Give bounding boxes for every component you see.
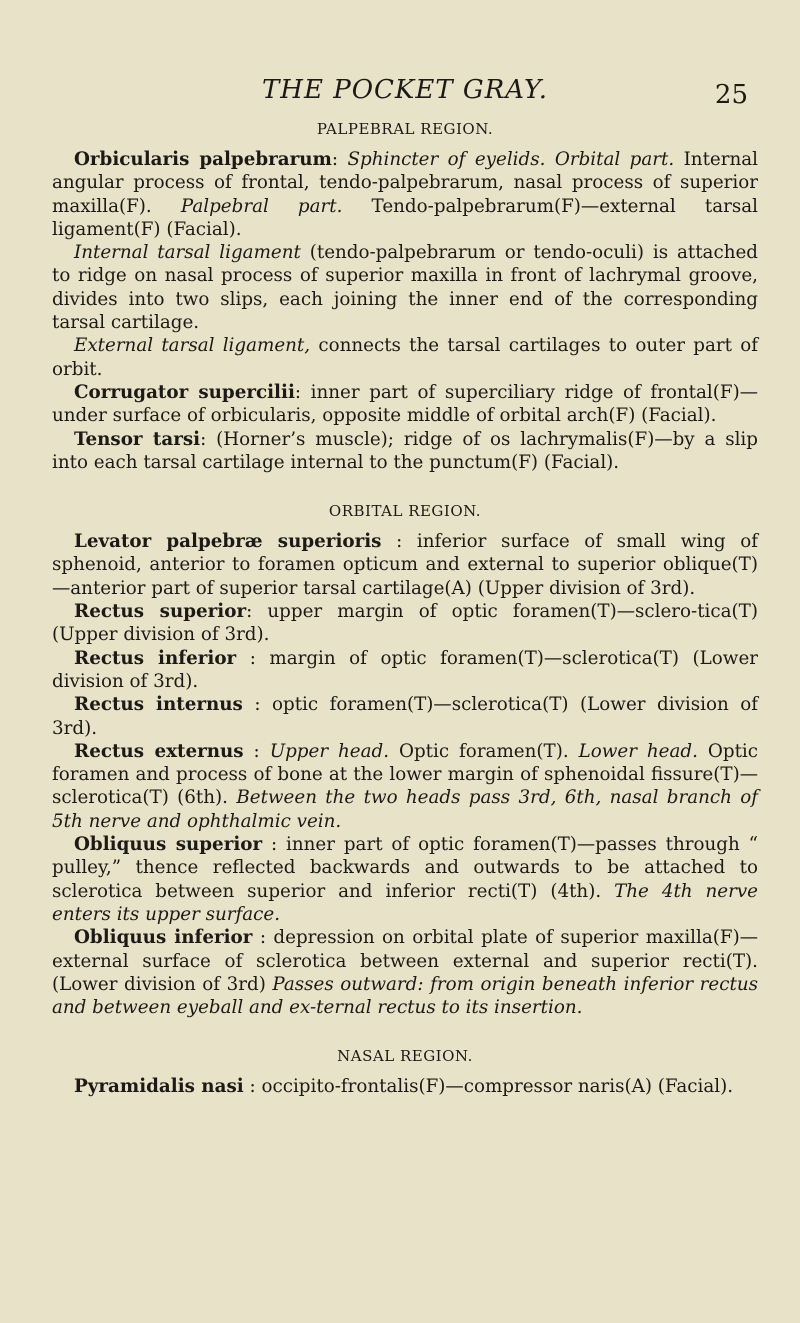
entry-text: Tendo-palpebrarum(F)—external tarsal ligament(F) (Facial). bbox=[52, 195, 758, 240]
entry-levator-palpebrae bbox=[52, 530, 758, 600]
entry-text: : bbox=[331, 149, 348, 170]
entry-text: Optic foramen and process of bone at the lower margin of sphenoidal fissure(T)—sclerotica(T) (6th). bbox=[52, 740, 758, 809]
entry-text: : bbox=[243, 740, 270, 762]
section-heading-orbital: ORBITAL REGION. bbox=[328, 502, 482, 521]
entry-pyramidalis-nasi bbox=[52, 1075, 758, 1098]
section-heading-palpebral: PALPEBRAL REGION. bbox=[316, 120, 494, 138]
entry-text: : occipito-frontalis(F)—compressor naris(A) (Facial). bbox=[243, 1076, 734, 1098]
entry-rectus-superior bbox=[52, 600, 758, 647]
entry-italic: Sphincter of eyelids. Orbital part. bbox=[347, 149, 675, 170]
entry-text: : inner part of superciliary ridge of frontal(F)—under surface of orbicularis, opposite middle of orbital arch(F) (Facial). bbox=[52, 381, 758, 427]
entry-tensor-tarsi bbox=[52, 428, 758, 475]
muscle-name: Obliquus inferior bbox=[74, 927, 253, 949]
entry-text: Optic foramen(T). bbox=[389, 740, 579, 762]
entry-text: : inner part of optic foramen(T)—passes through “ pulley,” thence reflected backwards and outwards to be attached to sclerotica between superior and inferior recti(T) (4th). bbox=[52, 834, 758, 902]
muscle-name: Rectus inferior bbox=[74, 647, 237, 669]
entry-italic: The 4th nerve enters its upper surface. bbox=[52, 880, 758, 925]
entry-text: : upper margin of optic foramen(T)—sclero-tica(T) (Upper division of 3rd). bbox=[52, 601, 758, 646]
book-page bbox=[52, 0, 758, 1323]
muscle-name: Obliquus superior bbox=[74, 834, 263, 856]
entry-text: : (Horner’s muscle); ridge of os lachrymalis(F)—by a slip into each tarsal cartilage internal to the punctum(F) (Facial). bbox=[52, 428, 758, 473]
muscle-name: Orbicularis palpebrarum bbox=[74, 149, 332, 170]
muscle-name: Corrugator supercilii bbox=[74, 381, 295, 403]
page-number: 25 bbox=[714, 80, 748, 110]
entry-rectus-externus bbox=[52, 740, 758, 833]
section-heading-nasal: NASAL REGION. bbox=[337, 1047, 473, 1066]
entry-text: : inferior surface of small wing of sphenoid, anterior to foramen opticum and external to superior oblique(T)—anterior part of superior tarsal cartilage(A) (Upper division of 3rd). bbox=[52, 531, 758, 599]
entry-italic: Lower head. bbox=[578, 740, 698, 762]
entry-italic: Internal tarsal ligament bbox=[74, 242, 301, 264]
running-head bbox=[52, 0, 758, 110]
entry-text: connects the tarsal cartilages to outer part of orbit. bbox=[52, 335, 758, 380]
entry-text: (tendo-palpebrarum or tendo-oculi) is attached to ridge on nasal process of superior maxilla in front of lachrymal groove, divides into two slips, each joining the inner end of the corresponding tarsal cartilage. bbox=[52, 242, 758, 334]
muscle-name: Rectus externus bbox=[74, 740, 244, 762]
muscle-name: Pyramidalis nasi bbox=[74, 1076, 244, 1098]
entry-italic: Passes outward: from origin beneath inferior rectus and between eyeball and ex-ternal rectus to its insertion. bbox=[52, 973, 758, 1019]
muscle-name: Rectus internus bbox=[74, 694, 243, 716]
entry-italic: External tarsal ligament, bbox=[74, 335, 311, 357]
entry-orbicularis-palpebrarum bbox=[52, 148, 758, 241]
entry-italic: Upper head. bbox=[269, 740, 390, 762]
entry-text: Internal angular process of frontal, tendo-palpebrarum, nasal process of superior maxilla(F). bbox=[52, 149, 759, 217]
entry-text: : depression on orbital plate of superior maxilla(F)—external surface of sclerotica between external and superior recti(T). (Lower division of 3rd) bbox=[52, 927, 758, 995]
entry-italic: Palpebral part. bbox=[180, 195, 343, 217]
entry-corrugator-supercilii bbox=[52, 381, 758, 428]
entry-internal-tarsal-ligament bbox=[52, 241, 758, 334]
running-title: THE POCKET GRAY. bbox=[261, 75, 549, 105]
entry-italic: Between the two heads pass 3rd, 6th, nasal branch of 5th nerve and ophthalmic vein. bbox=[52, 787, 758, 832]
muscle-name: Rectus superior bbox=[74, 601, 247, 623]
entry-external-tarsal-ligament bbox=[52, 334, 758, 381]
entry-text: : optic foramen(T)—sclerotica(T) (Lower division of 3rd). bbox=[52, 694, 758, 739]
entry-rectus-inferior bbox=[52, 647, 758, 694]
entry-obliquus-superior bbox=[52, 833, 758, 926]
entry-obliquus-inferior bbox=[52, 926, 758, 1019]
muscle-name: Tensor tarsi bbox=[74, 428, 201, 450]
entry-text: : margin of optic foramen(T)—sclerotica(T) (Lower division of 3rd). bbox=[52, 647, 758, 692]
muscle-name: Levator palpebræ superioris bbox=[74, 531, 382, 553]
entry-rectus-internus bbox=[52, 693, 758, 740]
